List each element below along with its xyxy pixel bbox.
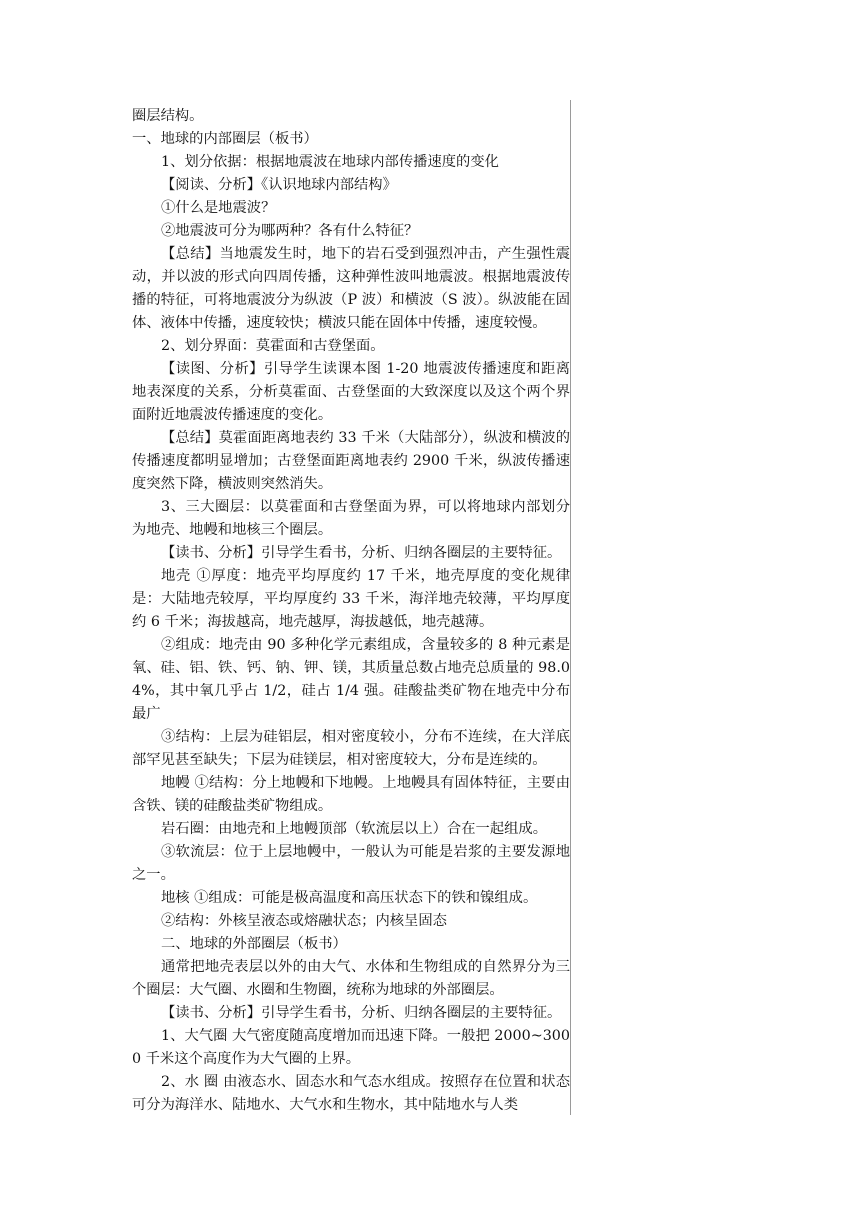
paragraph-24: 1、大气圈 大气密度随高度增加而迅速下降。一般把 2000~3000 千米这个高度作为大气圈的上界。	[132, 1028, 570, 1067]
paragraph-7: 【总结】当地震发生时，地下的岩石受到强烈冲击，产生强性震动，并以波的形式向四周传播，这种弹性波叫地震波。根据地震波传播的特征，可将地震波分为纵波（P 波）和横波（S 波）。纵波能在固体、液体中传播，速度较快；横波只能在固体中传播，速度较慢。	[132, 246, 570, 331]
table-right-border	[570, 100, 571, 1115]
paragraph-15: ③结构：上层为硅铝层，相对密度较小，分布不连续，在大洋底部罕见甚至缺失；下层为硅镁层，相对密度较大，分布是连续的。	[132, 729, 570, 768]
paragraph-22: 通常把地壳表层以外的由大气、水体和生物组成的自然界分为三个圈层：大气圈、水圈和生物圈，统称为地球的外部圈层。	[132, 959, 570, 998]
paragraph-5: ①什么是地震波？	[161, 200, 276, 216]
paragraph-8: 2、划分界面：莫霍面和古登堡面。	[161, 338, 385, 354]
section-heading-external-layers: 二、地球的外部圈层（板书）	[161, 936, 347, 952]
paragraph-12: 【读书、分析】引导学生看书，分析、归纳各圈层的主要特征。	[161, 545, 562, 561]
paragraph-23: 【读书、分析】引导学生看书，分析、归纳各圈层的主要特征。	[161, 1005, 562, 1021]
paragraph-20: ②结构：外核呈液态或熔融状态；内核呈固态	[161, 913, 447, 929]
paragraph-3: 1、划分依据：根据地震波在地球内部传播速度的变化	[161, 154, 499, 170]
paragraph-18: ③软流层：位于上层地幔中，一般认为可能是岩浆的主要发源地之一。	[132, 844, 570, 883]
paragraph-11: 3、三大圈层：以莫霍面和古登堡面为界，可以将地球内部划分为地壳、地幔和地核三个圈层。	[132, 499, 570, 538]
paragraph-25: 2、水 圈 由液态水、固态水和气态水组成。按照存在位置和状态可分为海洋水、陆地水、大气水和生物水，其中陆地水与人类	[132, 1074, 570, 1113]
paragraph-10: 【总结】莫霍面距离地表约 33 千米（大陆部分），纵波和横波的传播速度都明显增加；古登堡面距离地表约 2900 千米，纵波传播速度突然下降，横波则突然消失。	[132, 430, 570, 492]
document-body	[132, 105, 570, 1117]
paragraph-16: 地幔 ①结构：分上地幔和下地幔。上地幔具有固体特征，主要由含铁、镁的硅酸盐类矿物组成。	[132, 775, 570, 814]
paragraph-1: 圈层结构。	[132, 108, 204, 124]
paragraph-19: 地核 ①组成：可能是极高温度和高压状态下的铁和镍组成。	[161, 890, 538, 906]
paragraph-6: ②地震波可分为哪两种？各有什么特征？	[161, 223, 419, 239]
paragraph-9: 【读图、分析】引导学生读课本图 1-20 地震波传播速度和距离地表深度的关系，分析莫霍面、古登堡面的大致深度以及这个两个界面附近地震波传播速度的变化。	[132, 361, 570, 423]
section-heading-internal-layers: 一、地球的内部圈层（板书）	[132, 131, 318, 147]
paragraph-13: 地壳 ①厚度：地壳平均厚度约 17 千米，地壳厚度的变化规律是：大陆地壳较厚，平均厚度约 33 千米，海洋地壳较薄，平均厚度约 6 千米；海拔越高，地壳越厚，海拔越低，地壳越薄。	[132, 568, 570, 630]
paragraph-4: 【阅读、分析】《认识地球内部结构》	[161, 177, 397, 193]
paragraph-17: 岩石圈：由地壳和上地幔顶部（软流层以上）合在一起组成。	[161, 821, 548, 837]
paragraph-14: ②组成：地壳由 90 多种化学元素组成，含量较多的 8 种元素是氧、硅、铝、铁、钙、钠、钾、镁，其质量总数占地壳总质量的 98.04%，其中氧几乎占 1/2，硅占 1/4 强。硅酸盐类矿物在地壳中分布最广	[132, 637, 570, 722]
